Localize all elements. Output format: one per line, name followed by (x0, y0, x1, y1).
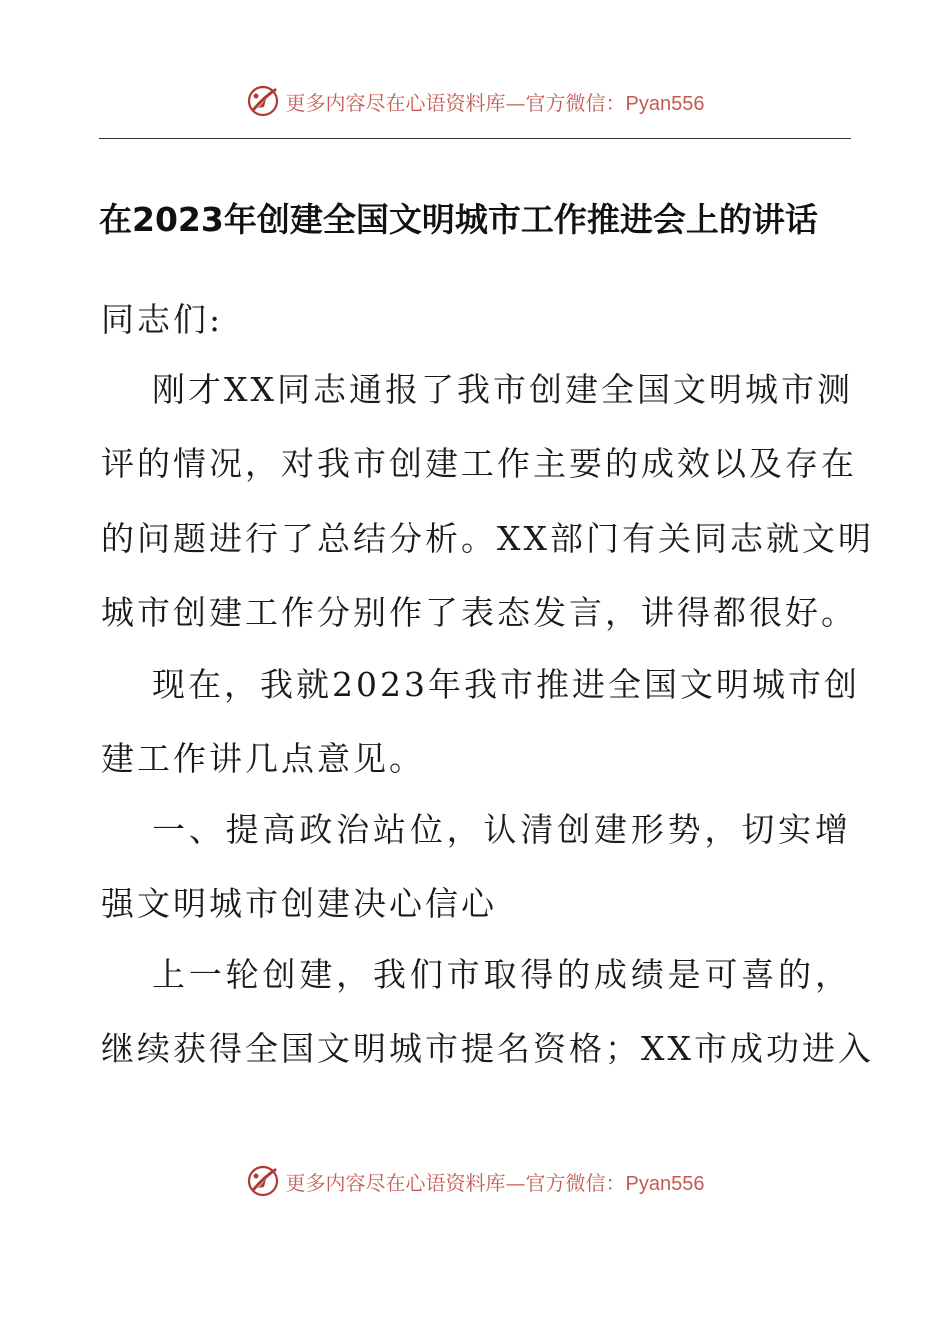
paragraph-line: 评的情况，对我市创建工作主要的成效以及存在 (101, 444, 857, 483)
quill-logo-icon (246, 84, 280, 118)
header-banner-text (286, 87, 705, 116)
paragraph-line: 刚才XX同志通报了我市创建全国文明城市测 (152, 370, 853, 409)
footer-banner (0, 1164, 950, 1198)
salutation-line: 同志们: (101, 300, 224, 339)
footer-banner-label: 更多内容尽在心语资料库—官方微信： (285, 1170, 626, 1195)
footer-banner-text (286, 1167, 705, 1196)
paragraph-line: 的问题进行了总结分析。XX部门有关同志就文明 (101, 519, 874, 558)
header-divider (99, 138, 851, 139)
header-banner (0, 84, 950, 118)
document-title: 在2023年创建全国文明城市工作推进会上的讲话 (99, 200, 818, 239)
section-heading-line: 一、提高政治站位，认清创建形势，切实增 (152, 810, 851, 849)
quill-logo-icon (246, 1164, 280, 1198)
paragraph-line: 现在，我就2023年我市推进全国文明城市创 (152, 665, 860, 704)
section-heading-line: 强文明城市创建决心信心 (101, 884, 497, 923)
paragraph-line: 建工作讲几点意见。 (101, 739, 425, 778)
paragraph-line: 上一轮创建，我们市取得的成绩是可喜的， (152, 955, 851, 994)
header-banner-label: 更多内容尽在心语资料库—官方微信： (285, 90, 626, 115)
paragraph-line: 城市创建工作分别作了表态发言，讲得都很好。 (101, 593, 857, 632)
paragraph-line: 继续获得全国文明城市提名资格；XX市成功进入 (101, 1029, 874, 1068)
footer-wechat-id: Pyan556 (625, 1172, 705, 1195)
header-wechat-id: Pyan556 (625, 92, 705, 115)
